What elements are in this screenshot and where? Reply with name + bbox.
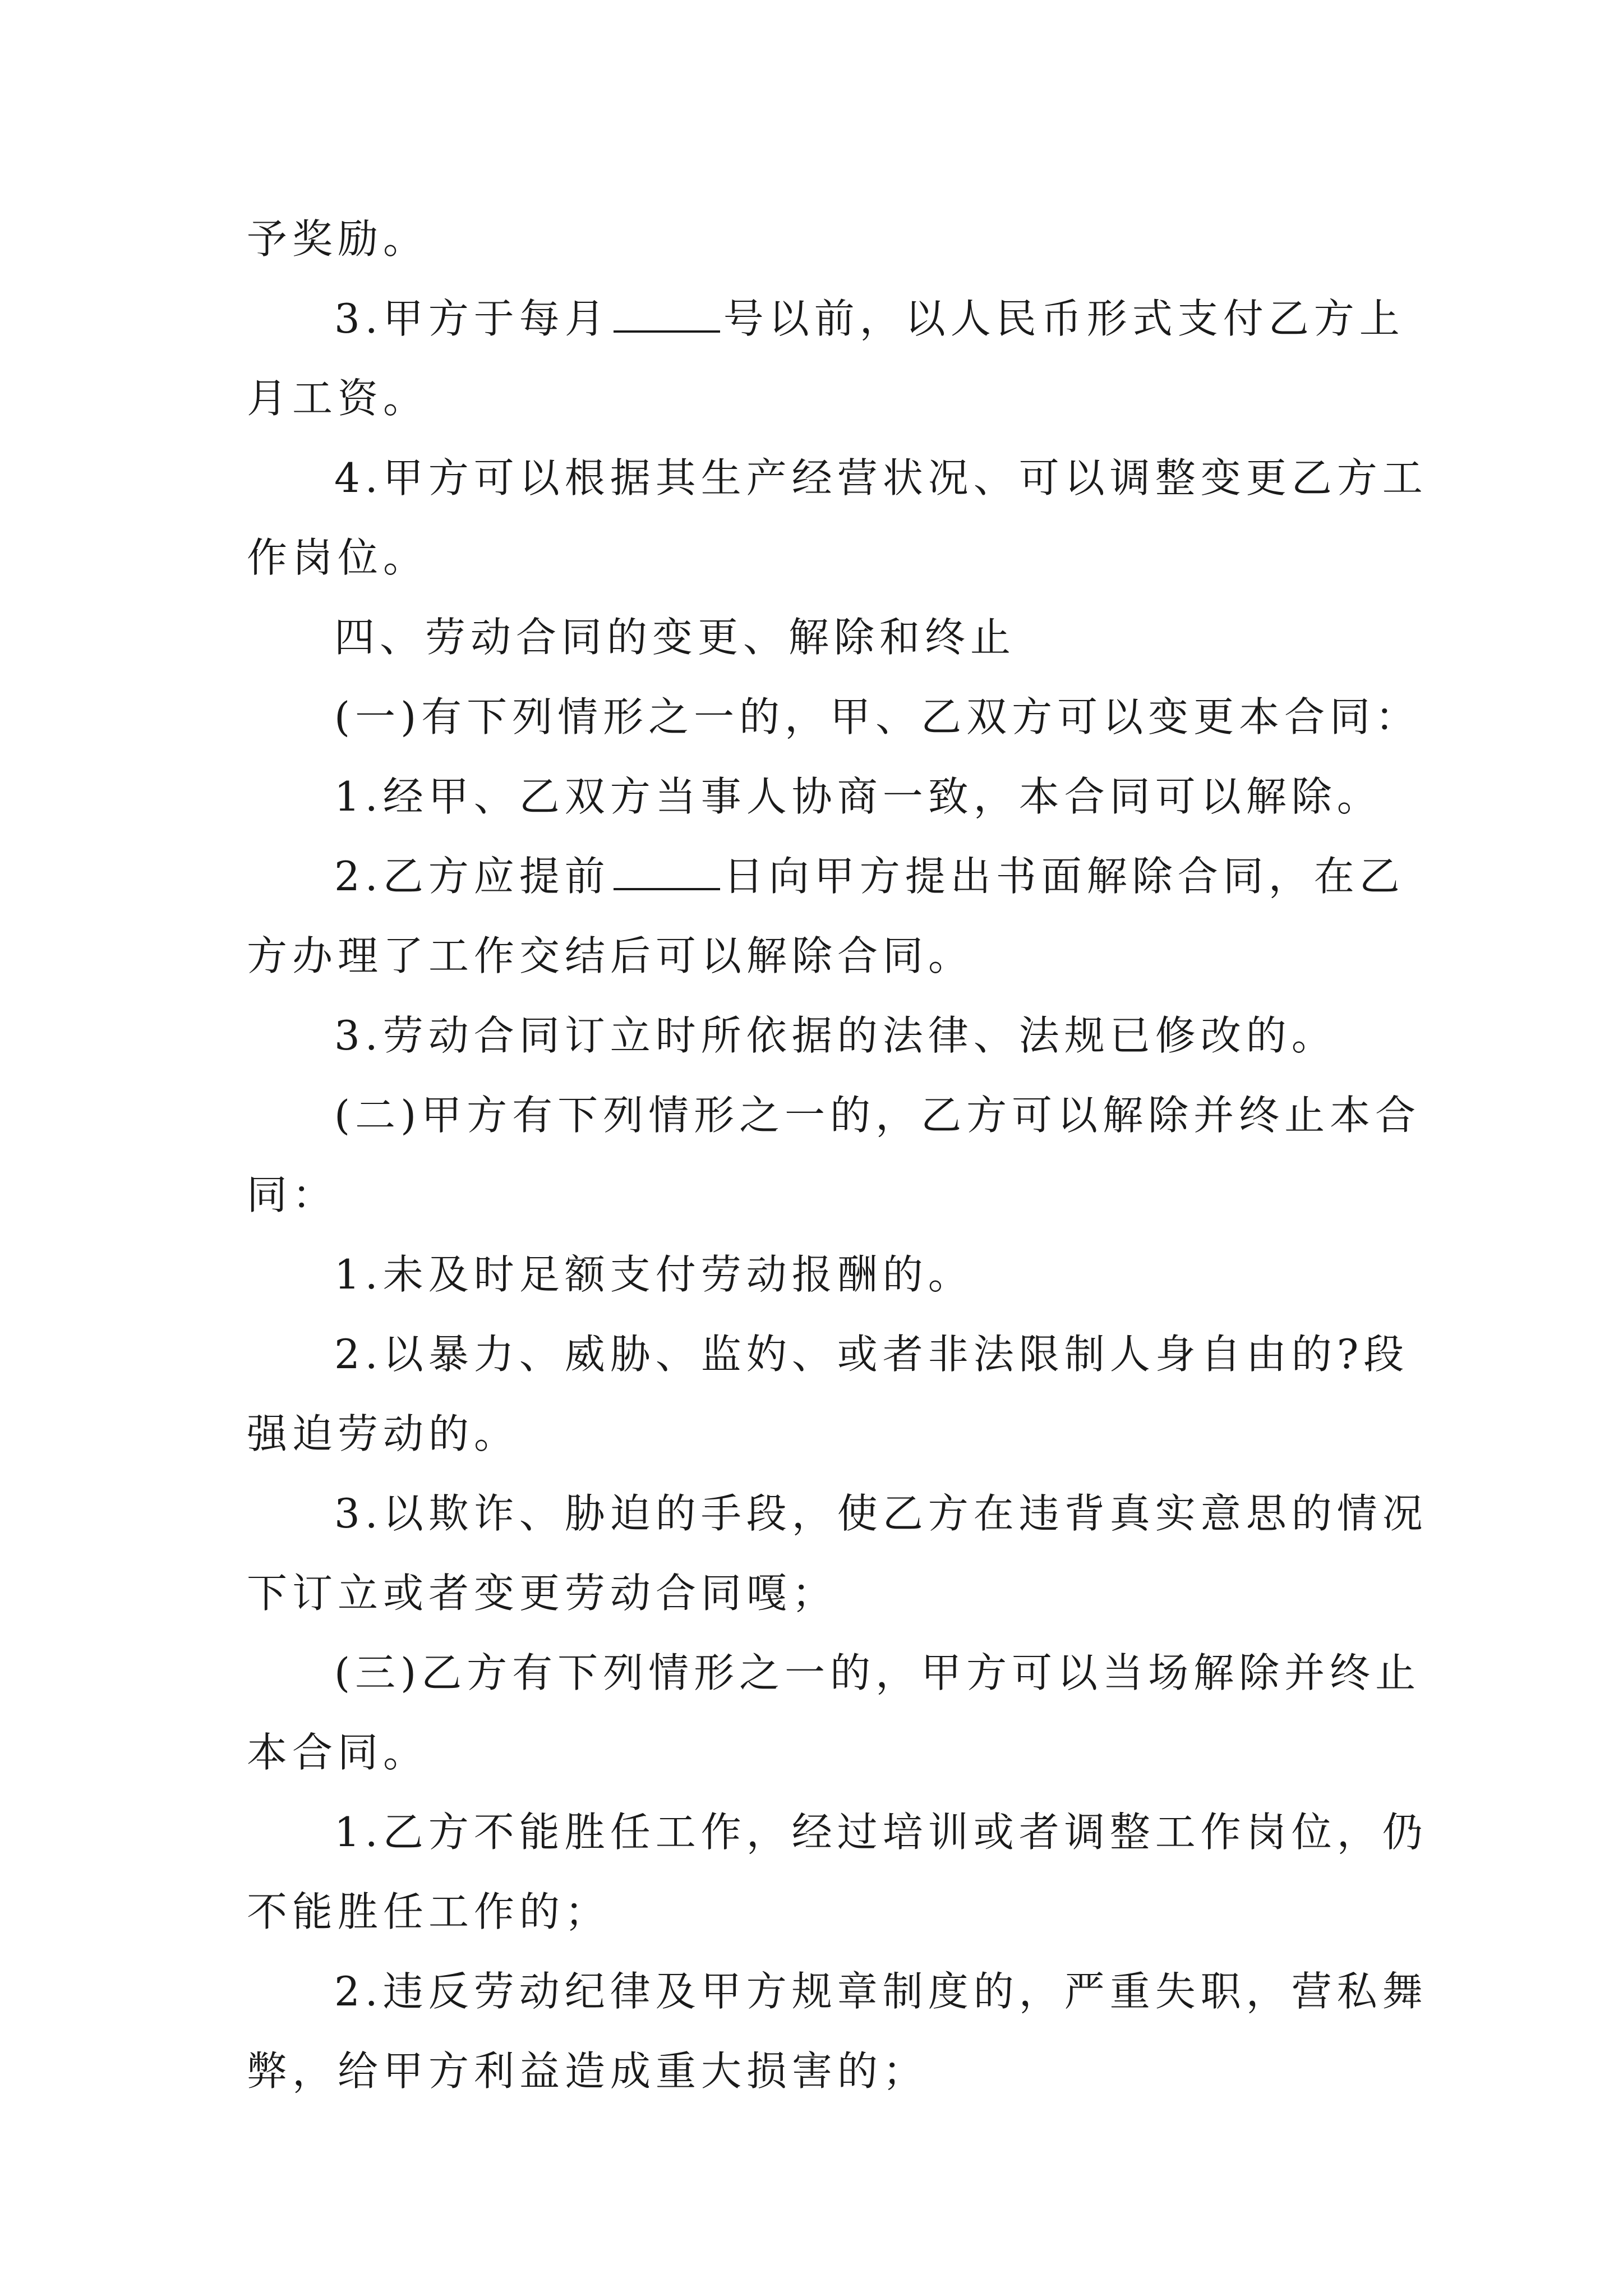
paragraph-line: [247, 836, 1405, 916]
section-heading: 四、劳动合同的变更、解除和终止: [334, 614, 1016, 661]
line-text: 2.乙方应提前: [334, 853, 610, 900]
line-text: 日向甲方提出书面解除合同，在乙: [723, 853, 1405, 900]
paragraph-line: 予奖励。: [247, 215, 429, 263]
paragraph-line: 3.劳动合同订立时所依据的法律、法规已修改的。: [334, 1012, 1337, 1059]
fill-in-blank: [614, 293, 720, 333]
paragraph-line: 本合同。: [247, 1729, 429, 1776]
paragraph-line: 弊，给甲方利益造成重大损害的；: [247, 2047, 929, 2095]
paragraph-line: (二)甲方有下列情形之一的，乙方可以解除并终止本合: [334, 1092, 1421, 1139]
paragraph-line: 1.未及时足额支付劳动报酬的。: [334, 1251, 974, 1298]
paragraph-line: 2.以暴力、威胁、监妁、或者非法限制人身自由的?段: [334, 1331, 1409, 1378]
fill-in-blank: [614, 851, 720, 890]
paragraph-line: 2.违反劳动纪律及甲方规章制度的，严重失职，营私舞: [334, 1968, 1428, 2015]
paragraph-line: 强迫劳动的。: [247, 1410, 520, 1457]
line-text: 号以前，以人民币形式支付乙方上: [723, 295, 1405, 342]
contract-text: [247, 199, 1428, 2111]
line-text: 3.甲方于每月: [334, 295, 610, 342]
paragraph-line: (三)乙方有下列情形之一的，甲方可以当场解除并终止: [334, 1649, 1421, 1696]
paragraph-line: 月工资。: [247, 375, 429, 422]
paragraph-line: 1.乙方不能胜任工作，经过培训或者调整工作岗位，仍: [334, 1809, 1428, 1856]
paragraph-line: 作岗位。: [247, 534, 429, 581]
paragraph-line: (一)有下列情形之一的，甲、乙双方可以变更本合同：: [334, 693, 1421, 740]
paragraph-line: 3.以欺诈、胁迫的手段，使乙方在违背真实意思的情况: [334, 1490, 1428, 1537]
paragraph-line: [247, 279, 1405, 358]
paragraph-line: 不能胜任工作的；: [247, 1888, 611, 1935]
paragraph-line: 4.甲方可以根据其生产经营状况、可以调整变更乙方工: [334, 454, 1428, 501]
paragraph-line: 同：: [247, 1171, 338, 1218]
paragraph-line: 方办理了工作交结后可以解除合同。: [247, 932, 974, 979]
paragraph-line: 下订立或者变更劳动合同嘎；: [247, 1570, 838, 1617]
paragraph-line: 1.经甲、乙双方当事人协商一致，本合同可以解除。: [334, 773, 1382, 820]
